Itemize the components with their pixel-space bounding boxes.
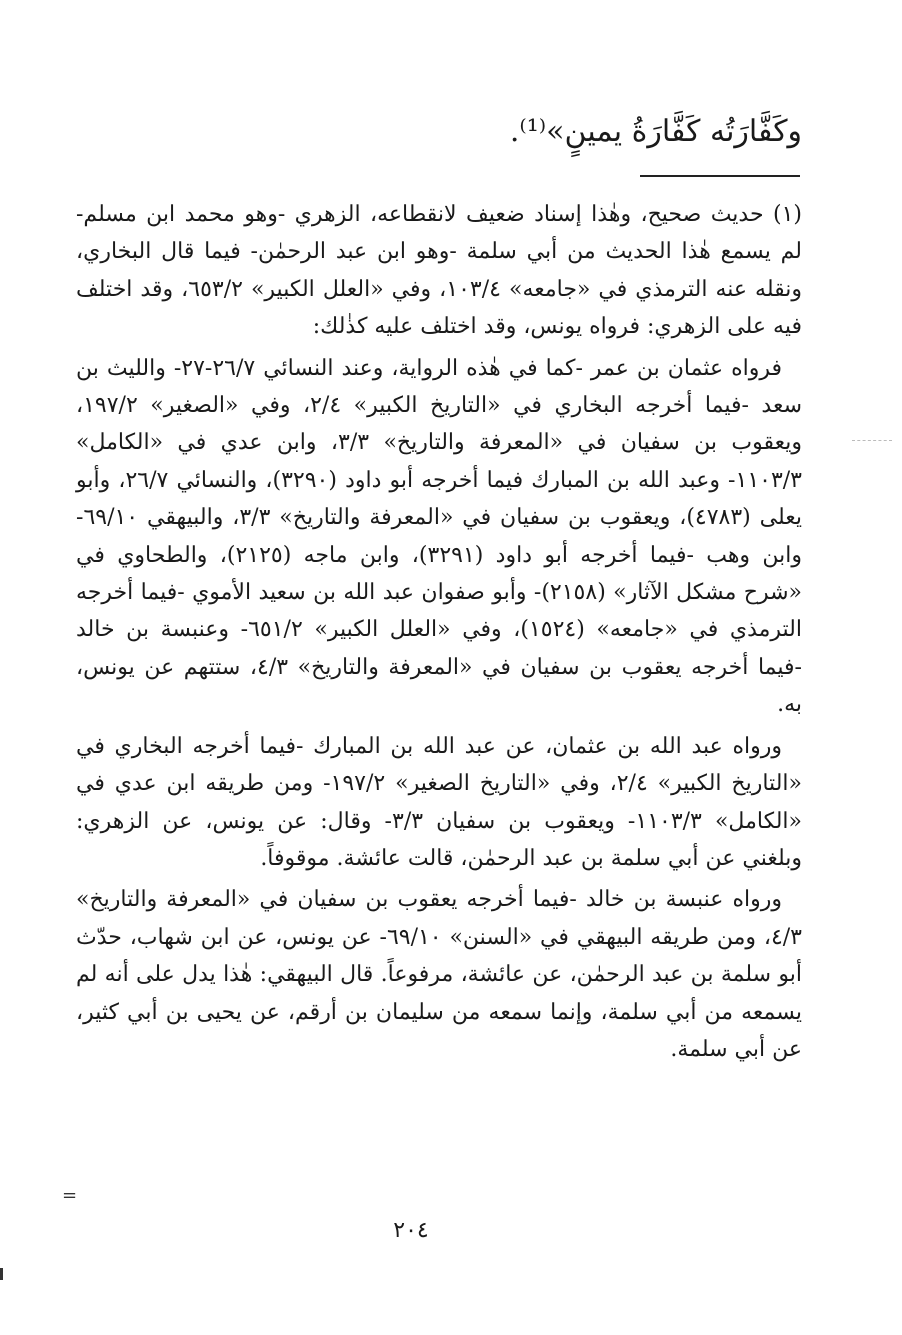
- page-number-text: ٢٠٤: [393, 1218, 429, 1243]
- edge-scan-mark: [0, 1268, 3, 1280]
- continuation-mark: =: [62, 1185, 78, 1206]
- footnote-paragraph-4: ورواه عنبسة بن خالد -فيما أخرجه يعقوب بن سفيان في «المعرفة والتاريخ» ٤/٣، ومن طريقه البيهقي في «السنن» ٦٩/١٠- عن يونس، عن ابن شهاب، حدّث أبو سلمة بن عبد الرحمٰن، عن عائشة، مرفوعاً. قال البيهقي: هٰذا يدل على أنه لم يسمعه من أبي سلمة، وإنما سمعه من سليمان بن أرقم، عن يحيى بن أبي كثير، عن أبي سلمة.: [76, 887, 802, 1062]
- footnote-paragraph-1: (١) حديث صحيح، وهٰذا إسناد ضعيف لانقطاعه، الزهري -وهو محمد ابن مسلم- لم يسمع هٰذا الحديث من أبي سلمة -وهو ابن عبد الرحمٰن- فيما قال البخاري، ونقله عنه الترمذي في «جامعه» ١٠٣/٤، وفي «العلل الكبير» ٦٥٣/٢، وقد اختلف فيه على الزهري: فرواه يونس، وقد اختلف عليه كذٰلك:: [76, 202, 802, 340]
- margin-scan-mark: [852, 440, 892, 441]
- footnote-paragraph-2: فرواه عثمان بن عمر -كما في هٰذه الرواية، وعند النسائي ٢٦/٧-٢٧- والليث بن سعد -فيما أخرجه البخاري في «التاريخ الكبير» ٢/٤، وفي «الصغير» ١٩٧/٢، ويعقوب بن سفيان في «المعرفة والتاريخ» ٣/٣، وابن عدي في «الكامل» ١١٠٣/٣- وعبد الله بن المبارك فيما أخرجه أبو داود (٣٢٩٠)، والنسائي ٢٦/٧، وأبو يعلى (٤٧٨٣)، ويعقوب بن سفيان في «المعرفة والتاريخ» ٣/٣، والبيهقي ٦٩/١٠- وابن وهب -فيما أخرجه أبو داود (٣٢٩١)، وابن ماجه (٢١٢٥)، والطحاوي في «شرح مشكل الآثار» (٢١٥٨)- وأبو صفوان عبد الله بن سعيد الأموي -فيما أخرجه الترمذي في «جامعه» (١٥٢٤)، وفي «العلل الكبير» ٦٥١/٢- وعنبسة بن خالد -فيما أخرجه يعقوب بن سفيان في «المعرفة والتاريخ» ٤/٣، ستتهم عن يونس، به.: [76, 355, 803, 718]
- footnote-paragraph-3: ورواه عبد الله بن عثمان، عن عبد الله بن المبارك -فيما أخرجه البخاري في «التاريخ الكبير» ٢/٤، وفي «التاريخ الصغير» ١٩٧/٢- ومن طريقه ابن عدي في «الكامل» ١١٠٣/٣- ويعقوب بن سفيان ٣/٣- وقال: عن يونس، عن الزهري: وبلغني عن أبي سلمة بن عبد الرحمٰن، قالت عائشة. موقوفاً.: [76, 733, 803, 871]
- footnotes: [76, 196, 802, 1072]
- footnote-separator: [640, 175, 800, 177]
- page-number: [0, 1218, 822, 1243]
- main-text-line: وكَفَّارَتُه كَفَّارَةُ يمينٍ»⁽¹⁾.: [509, 114, 802, 149]
